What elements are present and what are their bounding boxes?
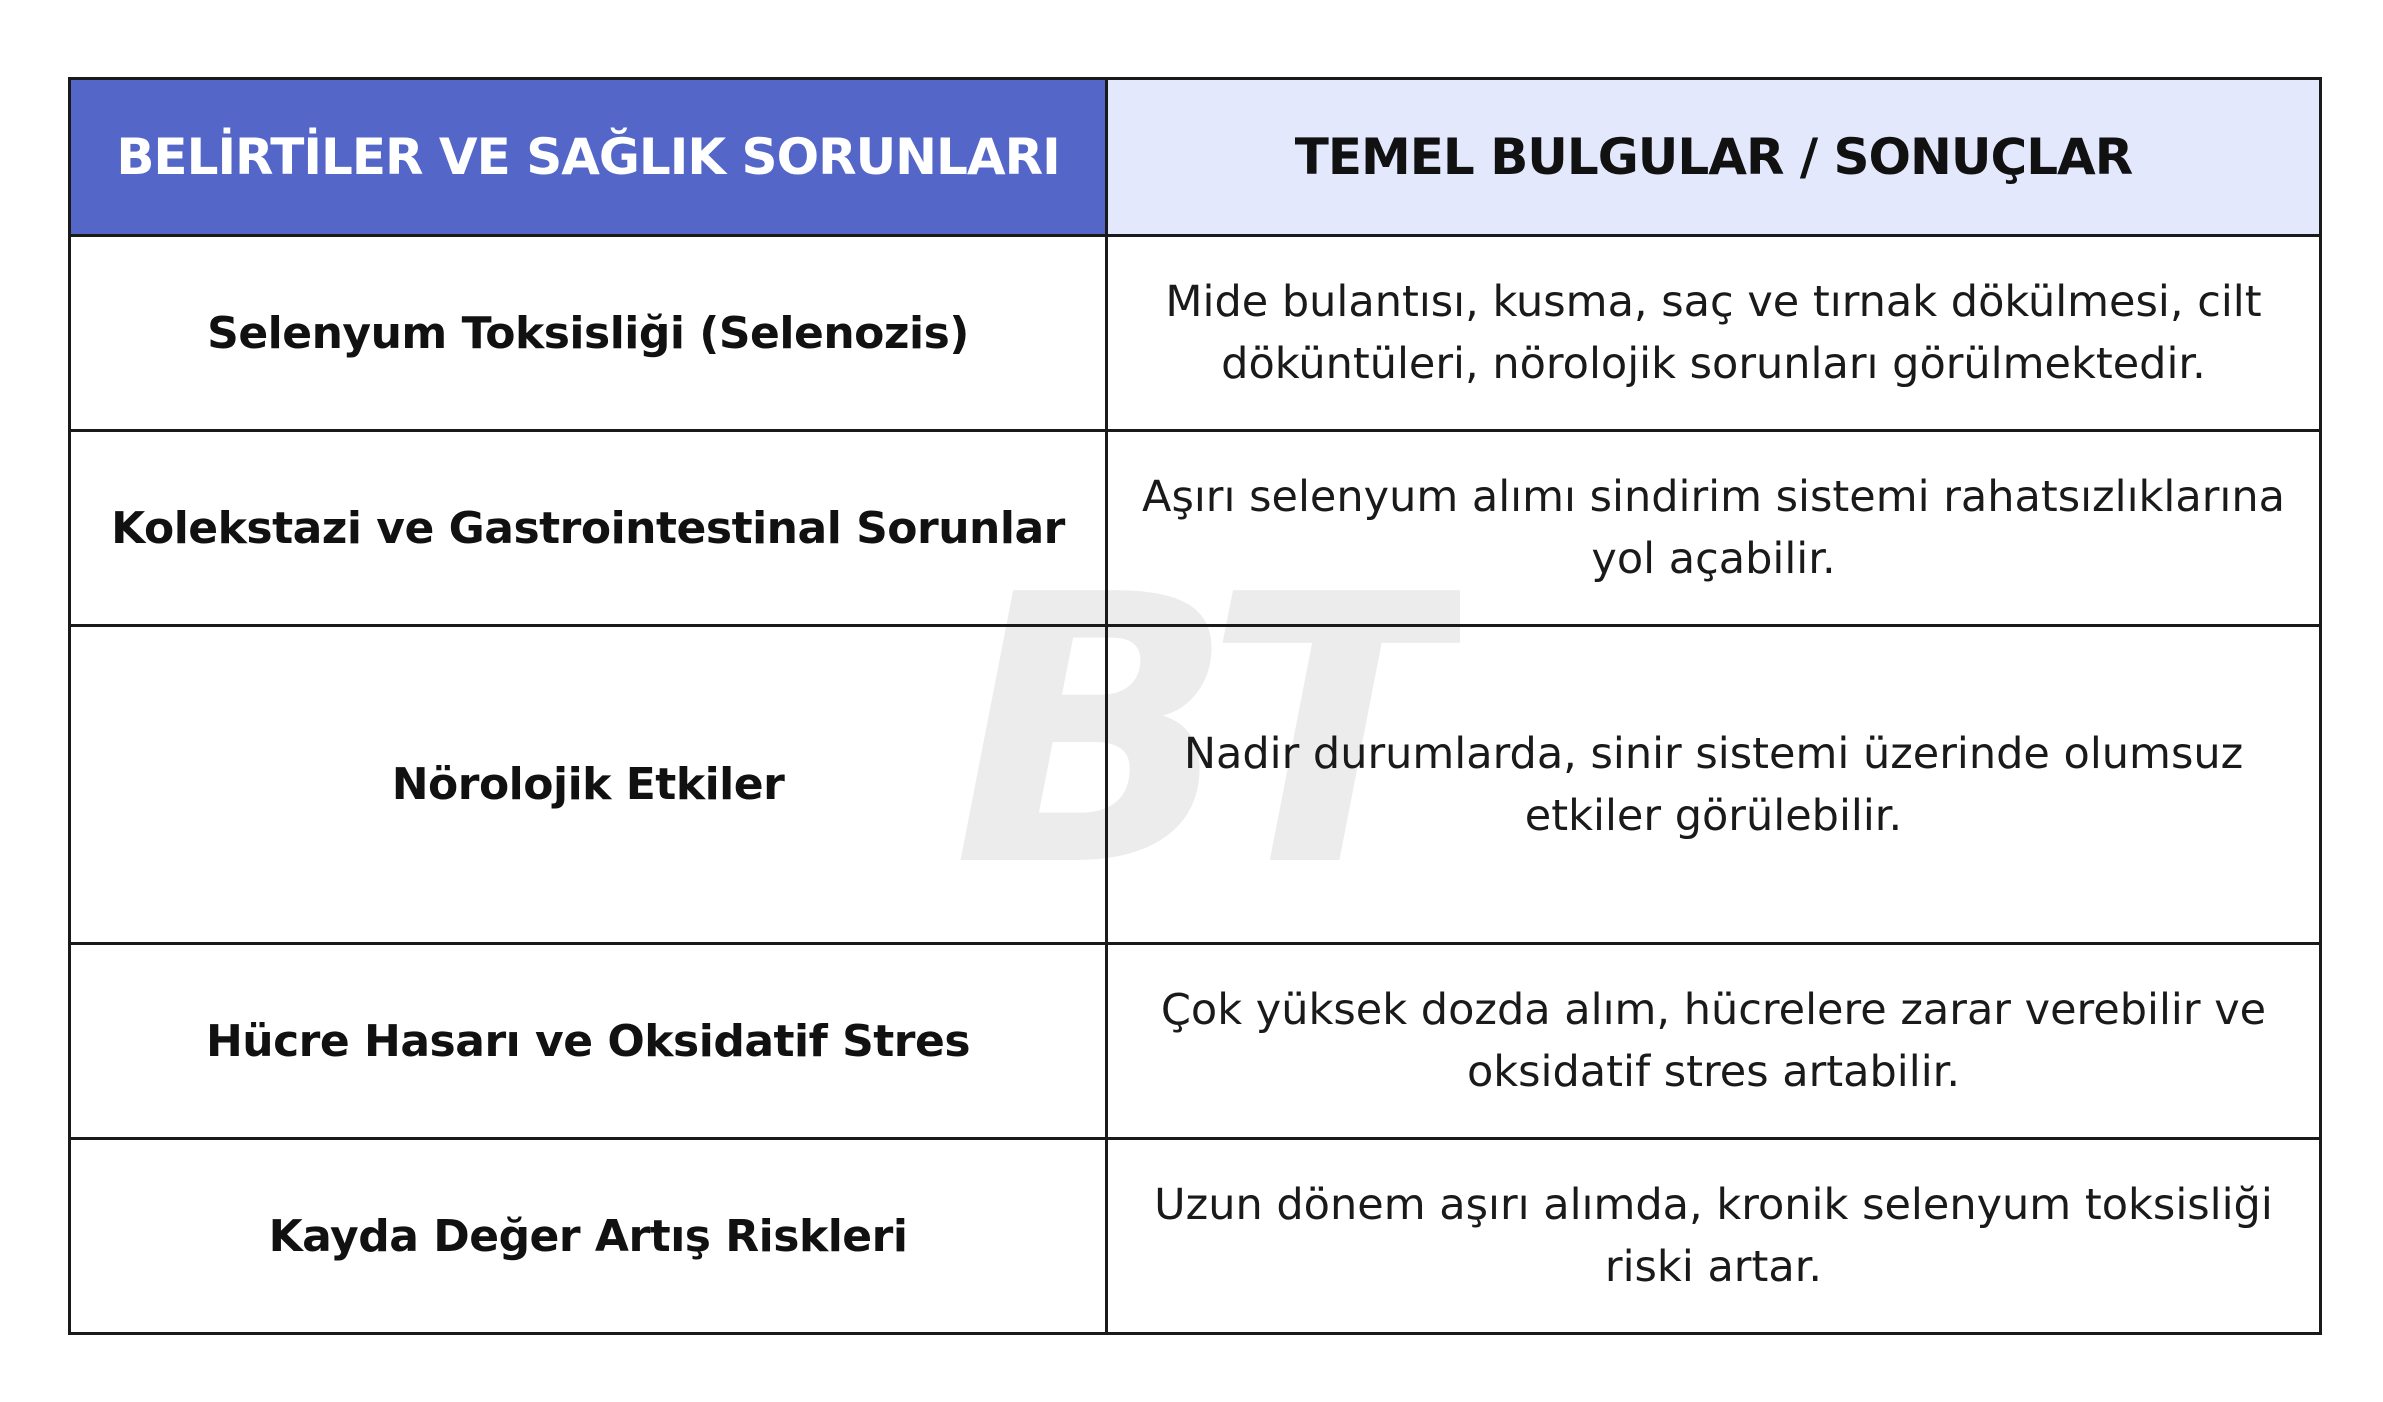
watermark-text: BT (952, 560, 1428, 890)
finding-cell: Uzun dönem aşırı alımda, kronik selenyum toksisliği riski artar. (1107, 1139, 2321, 1334)
table-row (70, 236, 2321, 431)
finding-cell: Mide bulantısı, kusma, saç ve tırnak dökülmesi, cilt döküntüleri, nörolojik sorunları görülmektedir. (1107, 236, 2321, 431)
table-row (70, 626, 2321, 944)
finding-cell: Aşırı selenyum alımı sindirim sistemi rahatsızlıklarına yol açabilir. (1107, 431, 2321, 626)
symptom-cell: Kayda Değer Artış Riskleri (70, 1139, 1107, 1334)
table-row (70, 431, 2321, 626)
table-row (70, 1139, 2321, 1334)
header-findings: TEMEL BULGULAR / SONUÇLAR (1107, 79, 2321, 236)
finding-cell: Nadir durumlarda, sinir sistemi üzerinde olumsuz etkiler görülebilir. (1107, 626, 2321, 944)
symptom-cell: Kolekstazi ve Gastrointestinal Sorunlar (70, 431, 1107, 626)
finding-cell: Çok yüksek dozda alım, hücrelere zarar verebilir ve oksidatif stres artabilir. (1107, 944, 2321, 1139)
table-row (70, 944, 2321, 1139)
symptom-cell: Nörolojik Etkiler (70, 626, 1107, 944)
symptom-cell: Selenyum Toksisliği (Selenozis) (70, 236, 1107, 431)
symptom-cell: Hücre Hasarı ve Oksidatif Stres (70, 944, 1107, 1139)
header-symptoms: BELİRTİLER VE SAĞLIK SORUNLARI (70, 79, 1107, 236)
table-header-row (70, 79, 2321, 236)
selenium-table (68, 77, 2322, 1335)
